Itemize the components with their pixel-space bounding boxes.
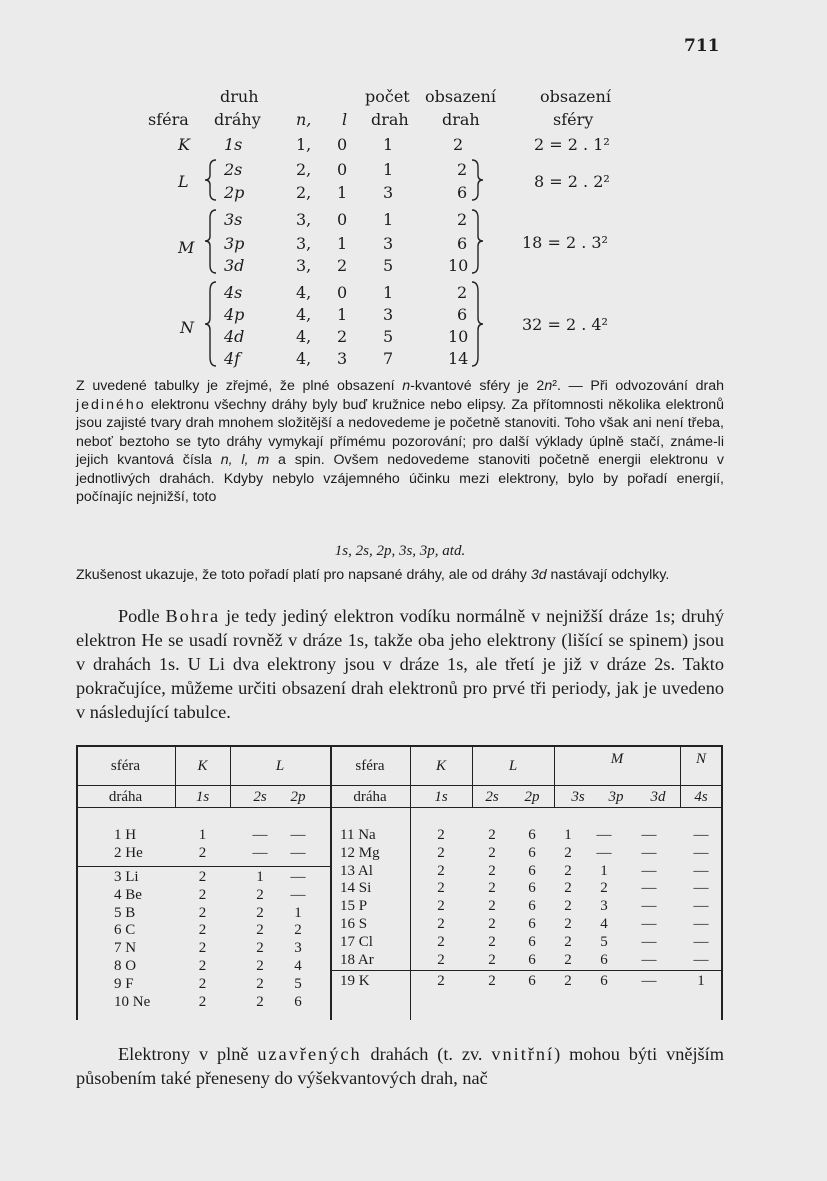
th-draha-2: dráha	[353, 789, 387, 805]
col-1s: 2 2 2 2 2 2 2 2	[198, 869, 207, 1010]
orbit-count: 3	[383, 183, 394, 202]
orbit-count: 5	[383, 256, 394, 275]
col-1s: 2 2 2 2 2 2 2 2	[437, 827, 445, 968]
th-K-2: K	[435, 758, 446, 774]
cell-3s: 2	[564, 973, 572, 989]
col-3p: — — 1 2 3 4 5 6	[596, 827, 612, 968]
header-obsazeni: obsazení	[425, 87, 496, 106]
text-run: -kvantové sféry je 2	[410, 378, 545, 394]
header-obsazeni-drah: drah	[442, 110, 480, 129]
total-L: 8 = 2 . 2²	[534, 172, 610, 191]
text-run: a spin. Ovšem nedovedeme stanoviti početně energii elektronu v jednotlivých drahách. Kdyby nebylo vzájemného účinku mezi elektrony, bylo by pořadí energií, počínajíc nejnižší, toto	[76, 452, 724, 505]
orbit-count: 3	[383, 305, 394, 324]
header-sfera: sféra	[148, 110, 189, 129]
brace-left-N	[204, 281, 218, 367]
total-N: 32 = 2 . 4²	[522, 315, 608, 334]
n-value: 4,	[296, 283, 312, 302]
orbit-count: 3	[383, 234, 394, 253]
text-run: elektronu všechny dráhy byly buď kružnice nebo elipsy. Za přítomnosti několika elektronů jsou zajisté tvary drah mnohem složitější a nedovedeme je početně stanoviti. Toho však ani není třeba, neboť beztoho se tyto dráhy vymykají přímému pozorování; pro další výklady úplně stačí, známe-li jejich kvantová čísla	[76, 396, 724, 468]
th-1s: 1s	[195, 789, 210, 805]
orbit-occupancy: 6	[457, 234, 468, 253]
brace-right-M	[470, 209, 484, 274]
n-value: 2,	[296, 160, 312, 179]
text-run: Podle	[118, 606, 166, 626]
orbit-occupancy: 2	[457, 283, 468, 302]
l-value: 0	[337, 210, 348, 229]
l-value: 0	[337, 283, 348, 302]
rule	[330, 970, 722, 971]
rule	[76, 785, 722, 786]
th-sfera-2: sféra	[355, 758, 385, 774]
th-1s-2: 1s	[434, 789, 448, 805]
th-L: L	[275, 758, 285, 774]
th-N: N	[695, 751, 706, 767]
cell-2p: 6	[528, 973, 536, 989]
th-draha: dráha	[108, 789, 143, 805]
l-value: 0	[337, 160, 348, 179]
cell-3d: —	[641, 973, 657, 989]
th-2s-2: 2s	[485, 789, 499, 805]
col-3d: — — — — — — — —	[641, 827, 657, 968]
l-value: 2	[337, 256, 348, 275]
text-run: nastávají odchylky.	[546, 567, 670, 583]
th-M: M	[610, 751, 624, 767]
electron-configuration-table	[76, 745, 722, 1020]
text-run: ) mohou býti vnějším působením také přeneseny do výšekvantových drah, nač	[76, 1044, 724, 1088]
th-2s: 2s	[253, 789, 267, 805]
total-K: 2 = 2 . 1²	[534, 135, 610, 154]
text-run: drahách (t. zv.	[361, 1044, 492, 1064]
l-value: 1	[337, 305, 348, 324]
brace-left-M	[204, 209, 218, 274]
orbit: 4f	[224, 349, 241, 368]
rule	[230, 745, 231, 807]
th-4s: 4s	[694, 789, 708, 805]
text-run: Zkušenost ukazuje, že toto pořadí platí pro napsané dráhy, ale od dráhy	[76, 567, 531, 583]
orbit-occupancy: 10	[448, 327, 469, 346]
text-run: n	[402, 378, 411, 394]
orbit-count: 1	[383, 135, 394, 154]
th-L-2: L	[508, 758, 518, 774]
orbit: 4s	[224, 283, 243, 302]
orbit-count: 1	[383, 160, 394, 179]
l-value: 0	[337, 135, 348, 154]
header-pocet: počet	[365, 87, 410, 106]
paragraph-small-2	[76, 566, 724, 585]
text-run: Elektrony v plně	[118, 1044, 258, 1064]
col-2s: — —	[252, 827, 268, 861]
text-run: n, l, m	[220, 452, 270, 468]
orbit-occupancy: 2	[457, 210, 468, 229]
sphere-K: K	[178, 135, 190, 154]
brace-right-L	[470, 159, 484, 201]
orbit-count: 7	[383, 349, 394, 368]
header-l: l	[342, 110, 348, 129]
th-sfera: sféra	[110, 758, 141, 774]
elements-period2: 3 Li 4 Be 5 B 6 C 7 N 8 O 9 F 10 Ne	[114, 869, 151, 1010]
th-3d: 3d	[650, 789, 666, 805]
cell-2s: 2	[488, 973, 496, 989]
header-pocet-drah: drah	[371, 110, 409, 129]
orbit: 4d	[224, 327, 245, 346]
n-value: 3,	[296, 234, 312, 253]
text-run: ². — Při odvozování drah	[552, 378, 725, 394]
rule	[76, 745, 78, 1020]
rule	[76, 866, 330, 867]
n-value: 4,	[296, 305, 312, 324]
orbit: 3d	[224, 256, 245, 275]
th-3s: 3s	[571, 789, 585, 805]
n-value: 3,	[296, 256, 312, 275]
emphasis-bohra: Bohra	[165, 606, 221, 626]
orbit-occupancy: 10	[448, 256, 469, 275]
text-run: je tedy jediný elektron vodíku normálně v nejnižší dráze 1s; druhý elektron He se usadí rovněž v dráze 1s, takže oba jeho elektrony (lišící se spinem) jsou v drahách 1s. U Li dva elektrony jsou v dráze 1s, ale třetí je již v dráze 2s. Takto pokračujíce, můžeme určiti obsazení drah elektronů pro prvé tři periody, jak je uvedeno v následující tabulce.	[76, 606, 724, 722]
orbit: 4p	[224, 305, 245, 324]
orbit-occupancy: 6	[457, 183, 468, 202]
orbit-occupancy-table	[0, 0, 827, 380]
col-2p: — —	[290, 827, 306, 861]
brace-left-L	[204, 159, 218, 201]
col-3s: 1 2 2 2 2 2 2 2	[564, 827, 572, 968]
paragraph-closed-orbits	[76, 1042, 724, 1090]
l-value: 3	[337, 349, 348, 368]
brace-right-N	[470, 281, 484, 367]
n-value: 3,	[296, 210, 312, 229]
col-2s: 1 2 2 2 2 2 2 2	[256, 869, 264, 1010]
header-n: n,	[296, 110, 312, 129]
header-sfery: sféry	[553, 110, 594, 129]
orbit-count: 1	[383, 210, 394, 229]
cell-3p: 6	[600, 973, 608, 989]
orbit: 3p	[224, 234, 245, 253]
elements-period3: 11 Na 12 Mg 13 Al 14 Si 15 P 16 S 17 Cl 18 Ar	[340, 827, 380, 968]
emphasis-jediny: jediného	[76, 396, 146, 413]
sphere-N: N	[180, 318, 194, 337]
text-run: 3d	[530, 567, 547, 583]
orbit-occupancy: 2	[453, 135, 464, 154]
orbit-order-line: 1s, 2s, 2p, 3s, 3p, atd.	[334, 543, 466, 559]
l-value: 1	[337, 183, 348, 202]
rule	[76, 745, 722, 747]
text-run: n	[544, 378, 553, 394]
total-M: 18 = 2 . 3²	[522, 233, 608, 252]
sphere-M: M	[178, 238, 195, 257]
th-K: K	[197, 758, 208, 774]
col-2s: 2 2 2 2 2 2 2 2	[488, 827, 496, 968]
col-4s: — — — — — — — —	[693, 827, 709, 968]
cell-1s: 2	[437, 973, 445, 989]
l-value: 1	[337, 234, 348, 253]
col-2p: 6 6 6 6 6 6 6 6	[528, 827, 536, 968]
element-K: 19 K	[340, 973, 370, 989]
paragraph-bohr	[76, 604, 724, 724]
page-number: 711	[684, 36, 720, 56]
elements-period1: 1 H 2 He	[114, 827, 143, 861]
n-value: 1,	[296, 135, 312, 154]
orbit: 3s	[224, 210, 243, 229]
cell-4s: 1	[697, 973, 705, 989]
header-drahy: dráhy	[214, 110, 261, 129]
orbit-count: 1	[383, 283, 394, 302]
orbit: 2s	[224, 160, 243, 179]
header-obsazeni-sfery: obsazení	[540, 87, 611, 106]
n-value: 2,	[296, 183, 312, 202]
n-value: 4,	[296, 349, 312, 368]
col-1s: 1 2	[198, 827, 207, 861]
col-2p: — — 1 2 3 4 5 6	[290, 869, 306, 1010]
sphere-L: L	[178, 172, 189, 191]
paragraph-small-1	[76, 377, 724, 507]
th-2p-2: 2p	[524, 789, 540, 805]
th-2p: 2p	[290, 789, 306, 805]
th-3p: 3p	[608, 789, 624, 805]
orbit: 2p	[224, 183, 245, 202]
n-value: 4,	[296, 327, 312, 346]
orbit: 1s	[224, 135, 243, 154]
l-value: 2	[337, 327, 348, 346]
orbit-occupancy: 6	[457, 305, 468, 324]
text-run: Z uvedené tabulky je zřejmé, že plné obsazení	[76, 378, 403, 394]
emphasis-uzavrenych: uzavřených	[257, 1044, 362, 1064]
orbit-count: 5	[383, 327, 394, 346]
emphasis-vnitrni: vnitřní	[491, 1044, 555, 1064]
orbit-occupancy: 2	[457, 160, 468, 179]
header-druh: druh	[220, 87, 259, 106]
orbit-occupancy: 14	[448, 349, 469, 368]
rule	[76, 807, 722, 808]
rule	[330, 745, 332, 1020]
